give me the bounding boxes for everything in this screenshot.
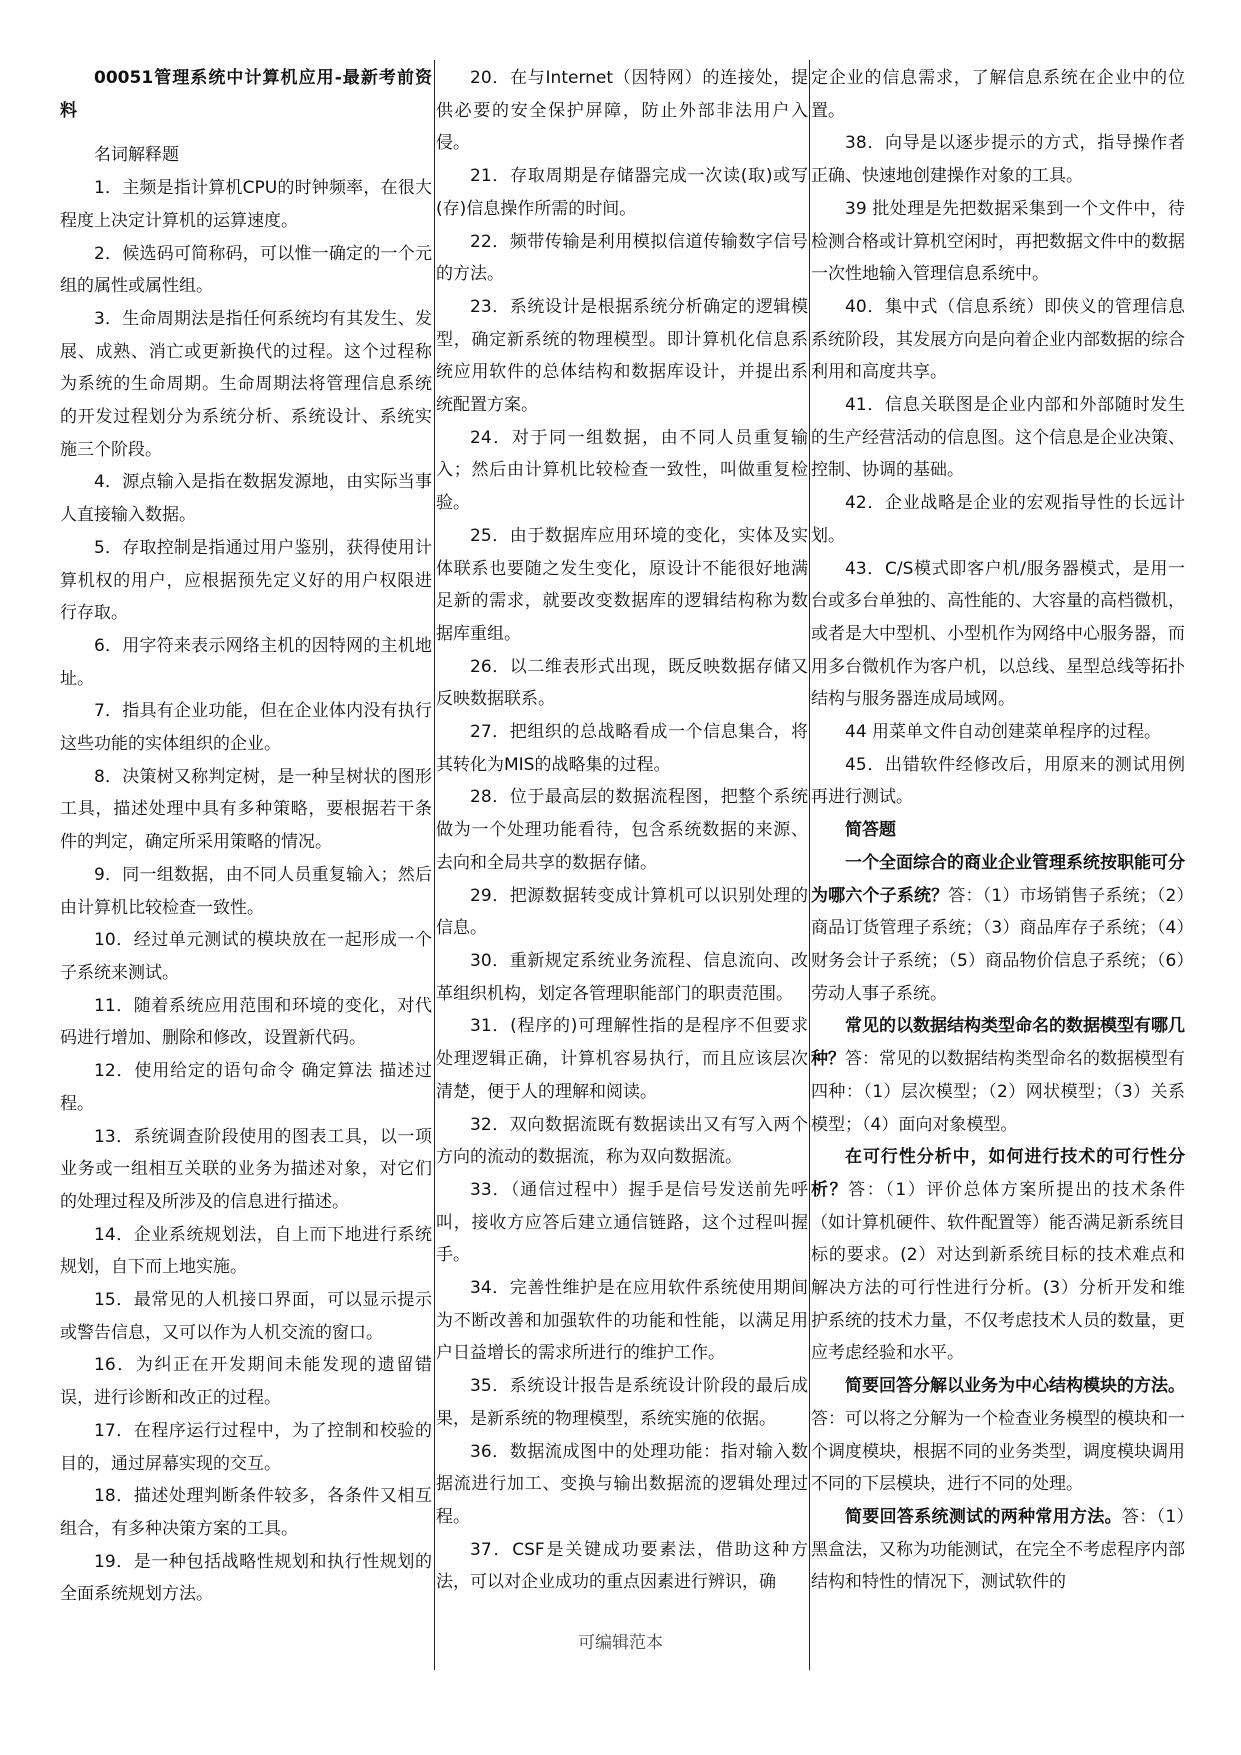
term-item: 39 批处理是先把数据采集到一个文件中，待检测合格或计算机空闲时，再把数据文件中的数据一次性地输入管理信息系统中。 [811, 198, 1185, 285]
term-item: 8．决策树又称判定树，是一种呈树状的图形工具，描述处理中具有多种策略，要根据若干条件的判定，确定所采用策略的情况。 [60, 766, 432, 853]
term-item: 19．是一种包括战略性规划和执行性规划的全面系统规划方法。 [60, 1551, 432, 1605]
term-item: 30．重新规定系统业务流程、信息流向、改革组织机构，划定各管理职能部门的职责范围。 [436, 950, 808, 1004]
term-item: 32．双向数据流既有数据读出又有写入两个方向的流动的数据流，称为双向数据流。 [436, 1114, 808, 1168]
answer: 答：（1）黑盒法，又称为功能测试，在完全不考虑程序内部结构和特性的情况下，测试软件的 [811, 1506, 1185, 1593]
term-item: 9．同一组数据，由不同人员重复输入；然后由计算机比较检查一致性。 [60, 864, 432, 918]
question: 一个全面综合的商业企业管理系统按职能可分为哪六个子系统？ [811, 852, 1185, 906]
column-divider [809, 60, 810, 1670]
term-item: 29．把源数据转变成计算机可以识别处理的信息。 [436, 885, 808, 939]
question: 简要回答系统测试的两种常用方法。 [845, 1506, 1122, 1527]
term-item: 20．在与Internet（因特网）的连接处，提供必要的安全保护屏障，防止外部非法用户入侵。 [436, 68, 808, 154]
qa-item [811, 1370, 1185, 1501]
column-1 [60, 62, 432, 1611]
answer: 答：（1）市场销售子系统；（2）商品订货管理子系统；（3）商品库存子系统；（4）财务会计子系统；（5）商品物价信息子系统；（6）劳动人事子系统。 [811, 885, 1185, 1004]
term-item: 2．候选码可简称码，可以惟一确定的一个元组的属性或属性组。 [60, 243, 432, 297]
term-item: 7．指具有企业功能，但在企业体内没有执行这些功能的实体组织的企业。 [60, 701, 432, 755]
term-item: 10．经过单元测试的模块放在一起形成一个子系统来测试。 [60, 930, 432, 983]
term-item: 13．系统调查阶段使用的图表工具，以一项业务或一组相互关联的业务为描述对象，对它们的处理过程及所涉及的信息进行描述。 [60, 1126, 432, 1212]
term-item: 31．(程序的)可理解性指的是程序不但要求处理逻辑正确，计算机容易执行，而且应该层次清楚，便于人的理解和阅读。 [436, 1016, 808, 1102]
term-item: 38．向导是以逐步提示的方式，指导操作者正确、快速地创建操作对象的工具。 [811, 133, 1185, 187]
term-item: 26．以二维表形式出现，既反映数据存储又反映数据联系。 [436, 656, 808, 710]
document-title: 00051管理系统中计算机应用-最新考前资料 [60, 68, 432, 121]
term-item: 24．对于同一组数据，由不同人员重复输入；然后由计算机比较检查一致性，叫做重复检验。 [436, 427, 808, 514]
question: 常见的以数据结构类型命名的数据模型有哪几种？ [811, 1016, 1185, 1070]
column-2 [436, 62, 808, 1599]
term-item-continued: 定企业的信息需求，了解信息系统在企业中的位置。 [811, 68, 1185, 121]
term-item: 21．存取周期是存储器完成一次读(取)或写(存)信息操作所需的时间。 [436, 166, 808, 219]
term-item: 45．出错软件经修改后，用原来的测试用例再进行测试。 [811, 754, 1185, 808]
term-item: 14．企业系统规划法，自上而下地进行系统规划，自下而上地实施。 [60, 1224, 432, 1278]
term-item: 23．系统设计是根据系统分析确定的逻辑模型，确定新系统的物理模型。即计算机化信息系统应用软件的总体结构和数据库设计，并提出系统配置方案。 [436, 296, 808, 416]
term-item: 34．完善性维护是在应用软件系统使用期间为不断改善和加强软件的功能和性能，以满足用户日益增长的需求所进行的维护工作。 [436, 1278, 808, 1364]
term-item: 5．存取控制是指通过用户鉴别，获得使用计算机权的用户，应根据预先定义好的用户权限进行存取。 [60, 537, 432, 624]
term-item: 27．把组织的总战略看成一个信息集合，将其转化为MIS的战略集的过程。 [436, 722, 808, 775]
question: 在可行性分析中，如何进行技术的可行性分析？ [811, 1147, 1185, 1200]
term-item: 17．在程序运行过程中，为了控制和校验的目的，通过屏幕实现的交互。 [60, 1420, 432, 1474]
qa-item [811, 1141, 1185, 1370]
term-item: 43．C/S模式即客户机/服务器模式，是用一台或多台单独的、高性能的、大容量的高档微机，或者是大中型机、小型机作为网络中心服务器，而用多台微机作为客户机，以总线、星型总线等拓扑结构与服务器连成局域网。 [811, 558, 1185, 710]
question: 简要回答分解以业务为中心结构模块的方法。 [845, 1376, 1185, 1397]
term-item: 40．集中式（信息系统）即侠义的管理信息系统阶段，其发展方向是向着企业内部数据的综合利用和高度共享。 [811, 296, 1185, 383]
answer: 答：（1）评价总体方案所提出的技术条件（如计算机硬件、软件配置等）能否满足新系统目标的要求。(2）对达到新系统目标的技术难点和解决方法的可行性进行分析。(3）分析开发和维护系统的技术力量，不仅考虑技术人员的数量，更应考虑经验和水平。 [811, 1179, 1185, 1364]
column-3 [811, 62, 1185, 1599]
term-item: 12．使用给定的语句命令 确定算法 描述过程。 [60, 1061, 432, 1114]
term-item: 44 用菜单文件自动创建菜单程序的过程。 [845, 722, 1162, 743]
term-item: 28．位于最高层的数据流程图，把整个系统做为一个处理功能看待，包含系统数据的来源、去向和全局共享的数据存储。 [436, 787, 808, 873]
term-item: 16．为纠正在开发期间未能发现的遗留错误，进行诊断和改正的过程。 [60, 1355, 432, 1409]
term-item: 36．数据流成图中的处理功能：指对输入数据流进行加工、变换与输出数据流的逻辑处理过程。 [436, 1441, 808, 1527]
term-item: 6．用字符来表示网络主机的因特网的主机地址。 [60, 635, 432, 689]
qa-item [811, 1010, 1185, 1141]
term-item: 41．信息关联图是企业内部和外部随时发生的生产经营活动的信息图。这个信息是企业决策、控制、协调的基础。 [811, 395, 1185, 481]
section-heading-terms: 名词解释题 [94, 145, 179, 166]
term-item: 15．最常见的人机接口界面，可以显示提示或警告信息，又可以作为人机交流的窗口。 [60, 1290, 432, 1343]
term-item: 3．生命周期法是指任何系统均有其发生、发展、成熟、消亡或更新换代的过程。这个过程称为系统的生命周期。生命周期法将管理信息系统的开发过程划分为系统分析、系统设计、系统实施三个阶段。 [60, 308, 432, 460]
term-item: 4．源点输入是指在数据发源地，由实际当事人直接输入数据。 [60, 472, 432, 526]
term-item: 35．系统设计报告是系统设计阶段的最后成果，是新系统的物理模型，系统实施的依据。 [436, 1376, 808, 1429]
term-item: 11．随着系统应用范围和环境的变化，对代码进行增加、删除和修改，设置新代码。 [60, 995, 432, 1049]
section-heading-short-answer: 简答题 [845, 820, 896, 841]
term-item: 18．描述处理判断条件较多，各条件又相互组合，有多种决策方案的工具。 [60, 1486, 432, 1539]
term-item: 25．由于数据库应用环境的变化，实体及实体联系也要随之发生变化，原设计不能很好地满足新的需求，就要改变数据库的逻辑结构称为数据库重组。 [436, 525, 808, 644]
qa-item [811, 847, 1185, 1011]
answer: 答：常见的以数据结构类型命名的数据模型有四种：（1）层次模型；（2）网状模型；（3）关系模型；（4）面向对象模型。 [811, 1049, 1185, 1135]
term-item: 37．CSF是关键成功要素法，借助这种方法，可以对企业成功的重点因素进行辨识，确 [436, 1539, 808, 1593]
term-item: 42．企业战略是企业的宏观指导性的长远计划。 [811, 493, 1185, 546]
column-divider [434, 60, 435, 1670]
term-item: 33．（通信过程中）握手是信号发送前先呼叫，接收方应答后建立通信链路，这个过程叫握手。 [436, 1179, 808, 1266]
term-item: 1．主频是指计算机CPU的时钟频率，在很大程度上决定计算机的运算速度。 [60, 178, 432, 231]
term-item: 22．频带传输是利用模拟信道传输数字信号的方法。 [436, 231, 808, 285]
answer: 答：可以将之分解为一个检查业务模型的模块和一个调度模块，根据不同的业务类型，调度模块调用不同的下层模块，进行不同的处理。 [811, 1408, 1185, 1495]
qa-item [811, 1501, 1185, 1599]
page-footer: 可编辑范本 [578, 1633, 663, 1653]
